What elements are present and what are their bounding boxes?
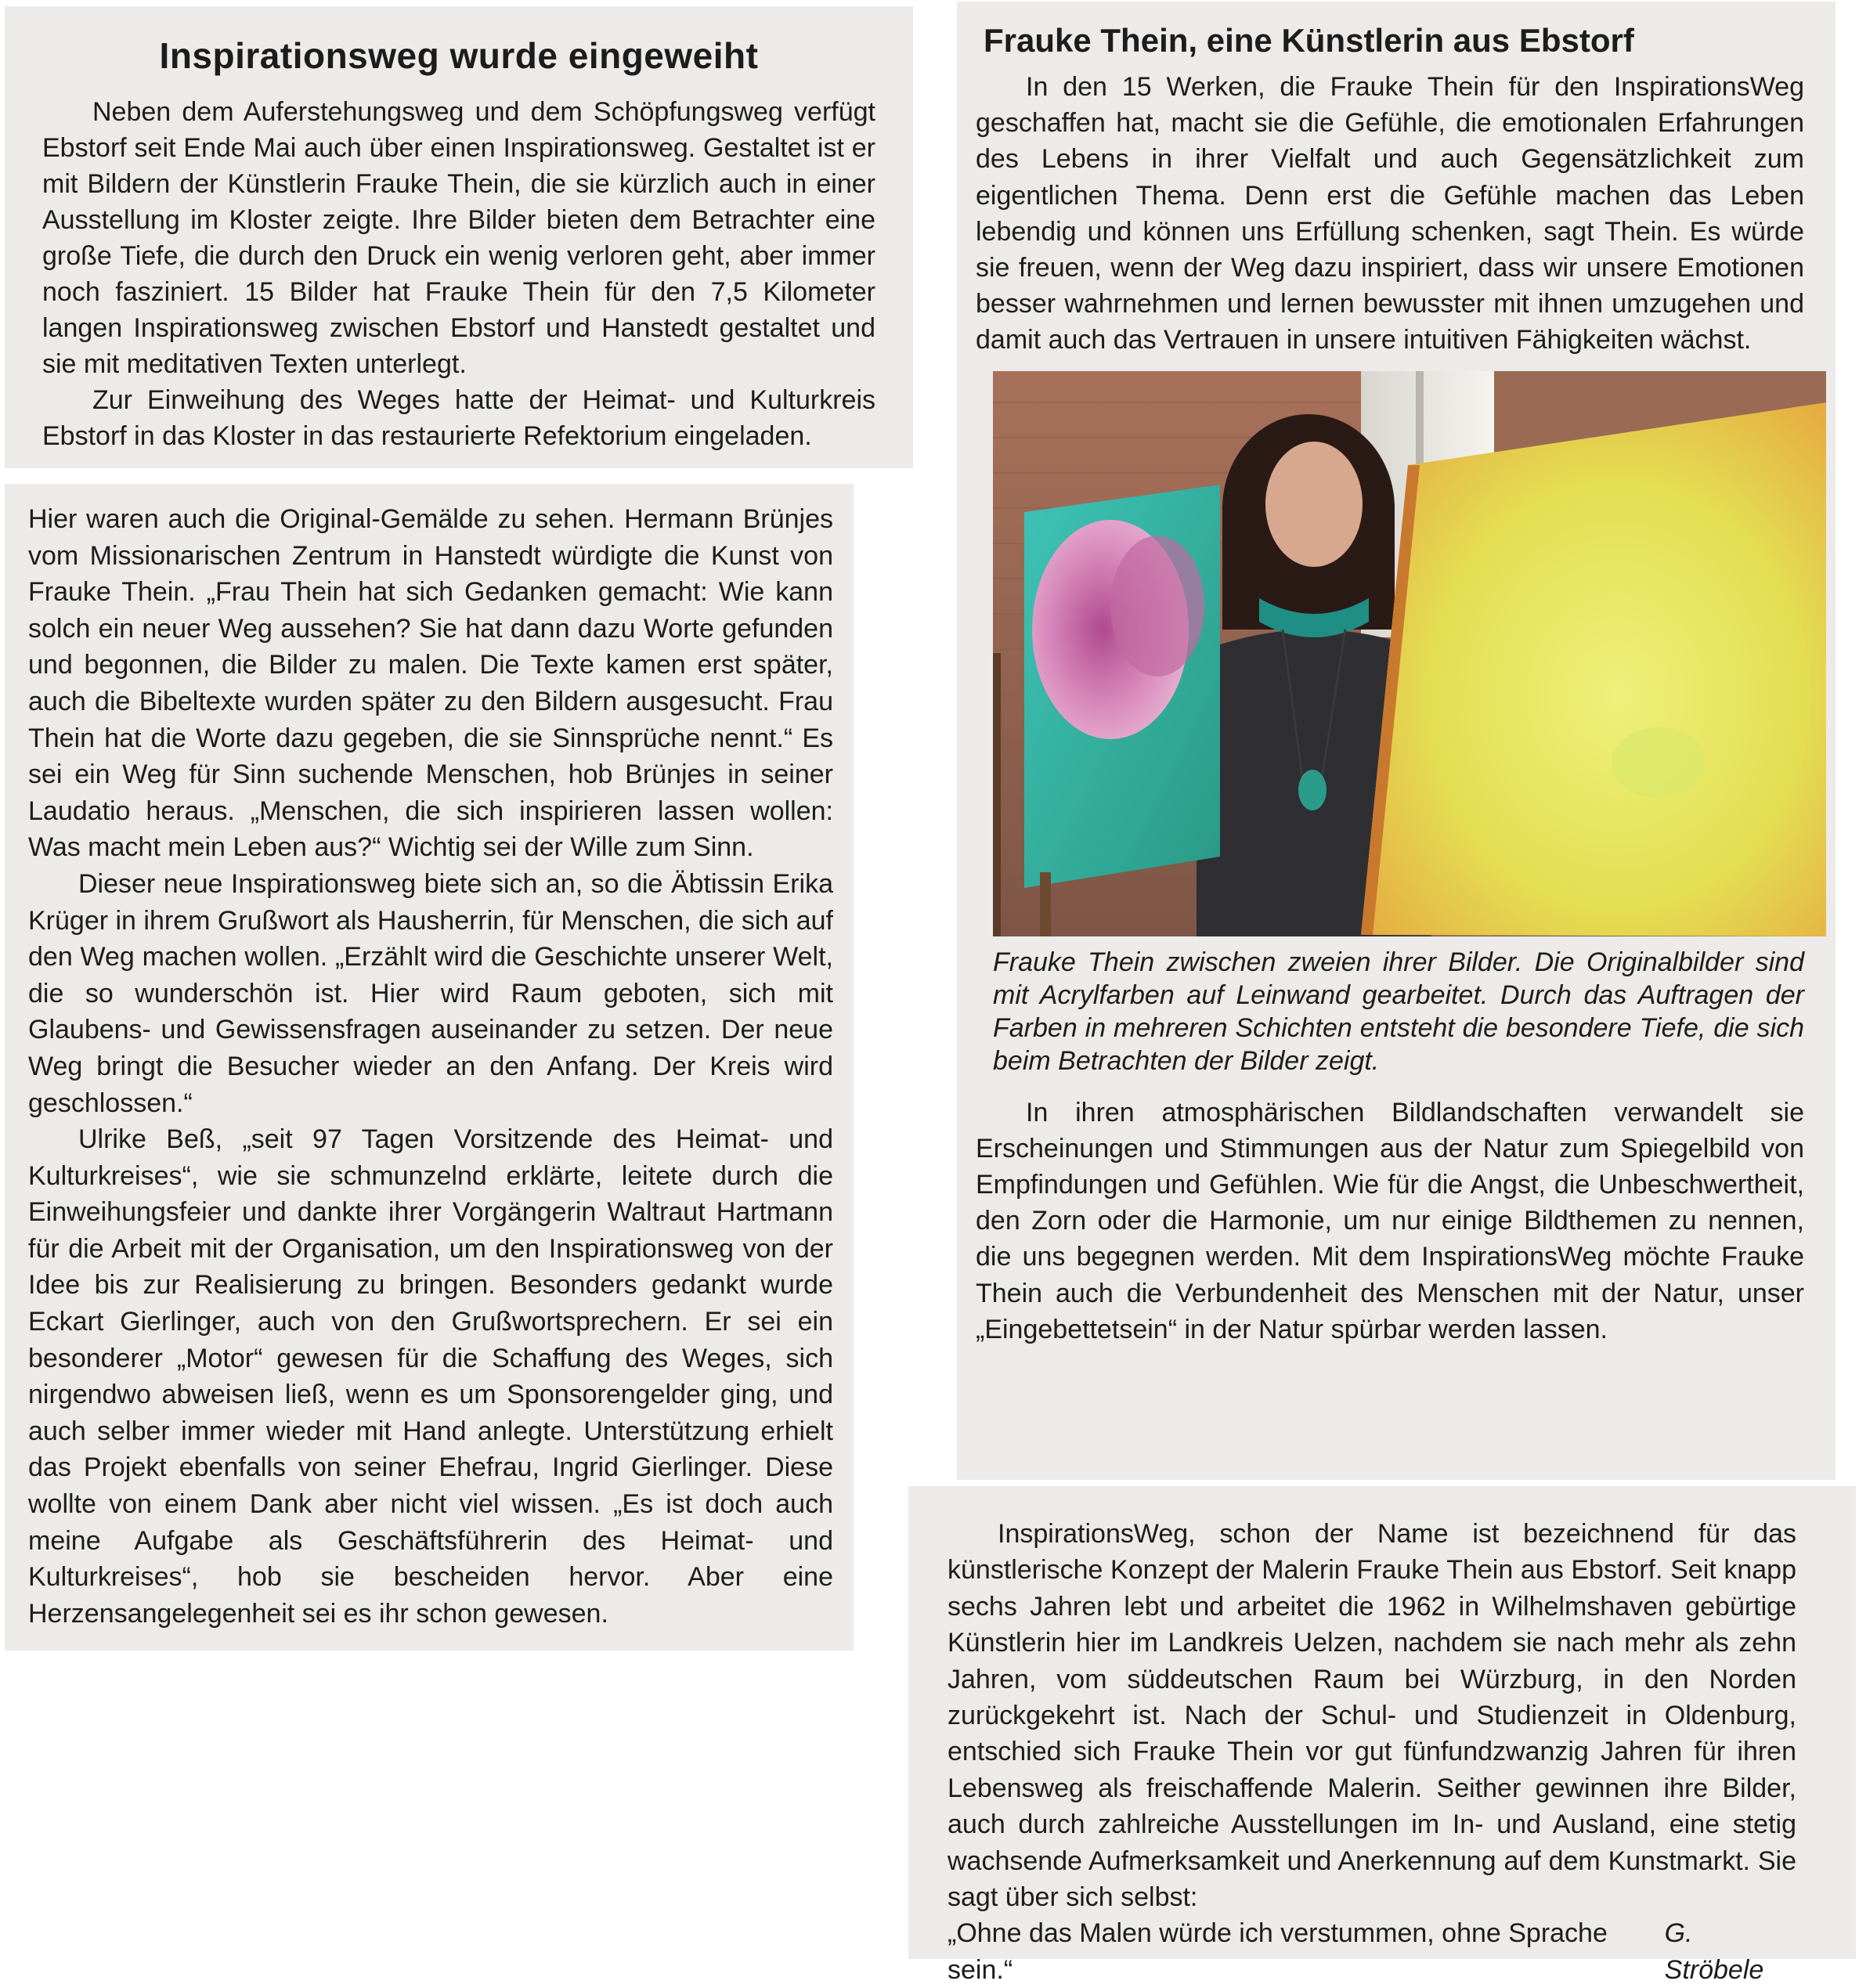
paragraph: Zur Einweihung des Weges hatte der Heimat- und Kulturkreis Ebstorf in das Kloster in das restaurierte Refektorium eingeladen. xyxy=(42,385,875,451)
paragraph: InspirationsWeg, schon der Name ist bezeichnend für das künstlerische Konzept der Malerin Frauke Thein aus Ebstorf. Seit knapp sechs Jahren lebt und arbeitet die 1962 in Wilhelmshaven gebürtige Künstlerin hier im Landkreis Uelzen, nachdem sie nach mehr als zehn Jahren, vom süddeutschen Raum bei Würzburg, in den Norden zurückgekehrt ist. Nach der Schul- und Studienzeit in Oldenburg, entschied sich Frauke Thein vor gut fünfundzwanzig Jahren für ihren Lebensweg als freischaffende Malerin. Seither gewinnen ihre Bilder, auch durch zahlreiche Ausstellungen im In- und Ausland, eine stetig wachsende Aufmerksamkeit und Anerkennung auf dem Kunstmarkt. Sie sagt über sich selbst: xyxy=(948,1519,1796,1913)
newspaper-clipping-artist xyxy=(957,2,1836,1480)
paragraph: Ulrike Beß, „seit 97 Tagen Vorsitzende des Heimat- und Kulturkreises“, wie sie schmunzelnd erklärte, leitete durch die Einweihungsfeier und dankte ihrer Vorgängerin Waltraut Hartmann für die Arbeit mit der Organisation, um den Inspirationsweg von der Idee bis zur Realisierung zu bringen. Besonders gedankt wurde Eckart Gierlinger, auch von den Grußwortsprechern. Er sei ein besonderer „Motor“ gewesen für die Schaffung des Weges, sich nirgendwo abweisen ließ, wenn es um Sponsorengelder ging, und auch selber immer wieder mit Hand anlegte. Unterstützung erhielt das Projekt ebenfalls von seiner Ehefrau, Ingrid Gierlinger. Diese wollte von einem Dank aber nicht viel wissen. „Es ist doch auch meine Aufgabe als Geschäftsführerin des Heimat- und Kulturkreises“, hob sie bescheiden hervor. Aber eine Herzensangelegenheit sei es ihr schon gewesen. xyxy=(28,1124,833,1629)
article-headline: Frauke Thein, eine Künstlerin aus Ebstorf xyxy=(984,22,1634,59)
author-byline: G. Ströbele xyxy=(1664,1918,1764,1985)
newspaper-clipping-continued xyxy=(5,484,854,1651)
article-headline: Inspirationsweg wurde eingeweiht xyxy=(159,35,759,76)
newspaper-clipping-bio xyxy=(908,1486,1856,1985)
paragraph: Hier waren auch die Original-Gemälde zu sehen. Hermann Brünjes vom Missionarischen Zentrum in Hanstedt würdigte die Kunst von Frauke Thein. „Frau Thein hat sich Gedanken gemacht: Wie kann solch ein neuer Weg aussehen? Sie hat dann dazu Worte gefunden und begonnen, die Bilder zu malen. Die Texte kamen erst später, auch die Bibeltexte wurden später zu den Bildern ausgesucht. Frau Thein hat die Worte dazu gegeben, die sie Sinnsprüche nennt.“ Es sei ein Weg für Sinn suchende Menschen, hob Brünjes in seiner Laudatio heraus. „Menschen, die sich inspirieren lassen wollen: Was macht mein Leben aus?“ Wichtig sei der Wille zum Sinn. xyxy=(28,504,833,863)
article-body xyxy=(28,501,833,1632)
artist-photo xyxy=(993,371,1826,936)
closing-line xyxy=(948,1915,1796,1988)
article-intro xyxy=(976,69,1804,359)
photo-illustration xyxy=(993,371,1826,936)
paragraph: Dieser neue Inspirationsweg biete sich an, so die Äbtissin Erika Krüger in ihrem Grußwort als Hausherrin, für Menschen, die sich auf den Weg machen wollen. „Erzählt wird die Geschichte unserer Welt, die so wunderschön ist. Hier wird Raum geboten, sich mit Glaubens- und Gewissensfragen auseinander zu setzen. Der neue Weg bringt die Besucher wieder an den Anfang. Der Kreis wird geschlossen.“ xyxy=(28,868,833,1118)
newspaper-clipping-top xyxy=(5,6,913,468)
article-body xyxy=(42,94,875,454)
paragraph: Neben dem Auferstehungsweg und dem Schöpfungsweg verfügt Ebstorf seit Ende Mai auch über einen Inspirationsweg. Gestaltet ist er mit Bildern der Künstlerin Frauke Thein, die sie kürzlich auch in einer Ausstellung im Kloster zeigte. Ihre Bilder bieten dem Betrachter eine große Tiefe, die durch den Druck ein wenig verloren geht, aber immer noch fasziniert. 15 Bilder hat Frauke Thein für den 7,5 Kilometer langen Inspirationsweg zwischen Ebstorf und Hanstedt gestaltet und sie mit meditativen Texten unterlegt. xyxy=(42,97,875,379)
photo-caption: Frauke Thein zwischen zweien ihrer Bilder. Die Originalbilder sind mit Acrylfarben auf Leinwand gearbeitet. Durch das Auftragen der Farben in mehreren Schichten entsteht die besondere Tiefe, die sich beim Betrachten der Bilder zeigt. xyxy=(993,947,1804,1076)
article-body xyxy=(976,1095,1804,1348)
article-body xyxy=(948,1516,1796,1988)
paragraph: In ihren atmosphärischen Bildlandschaften verwandelt sie Erscheinungen und Stimmungen aus der Natur zum Spiegelbild von Empfindungen und Gefühlen. Wie für die Angst, die Unbeschwertheit, den Zorn oder die Harmonie, um nur einige Bildthemen zu nennen, die uns begegnen werden. Mit dem InspirationsWeg möchte Frauke Thein auch die Verbundenheit des Menschen mit der Natur, unser „Eingebettetsein“ in der Natur spürbar werden lassen. xyxy=(976,1097,1804,1344)
paragraph: In den 15 Werken, die Frauke Thein für den InspirationsWeg geschaffen hat, macht sie die Gefühle, die emotionalen Erfahrungen des Lebens in ihrer Vielfalt und auch Gegensätzlichkeit zum eigentlichen Thema. Denn erst die Gefühle machen das Leben lebendig und können uns Erfüllung schenken, sagt Thein. Es würde sie freuen, wenn der Weg dazu inspiriert, dass wir unsere Emotionen besser wahrnehmen und lernen bewusster mit ihnen umzugehen und damit auch das Vertrauen in unsere intuitiven Fähigkeiten wächst. xyxy=(976,72,1804,355)
closing-quote: „Ohne das Malen würde ich verstummen, ohne Sprache sein.“ xyxy=(948,1918,1608,1985)
